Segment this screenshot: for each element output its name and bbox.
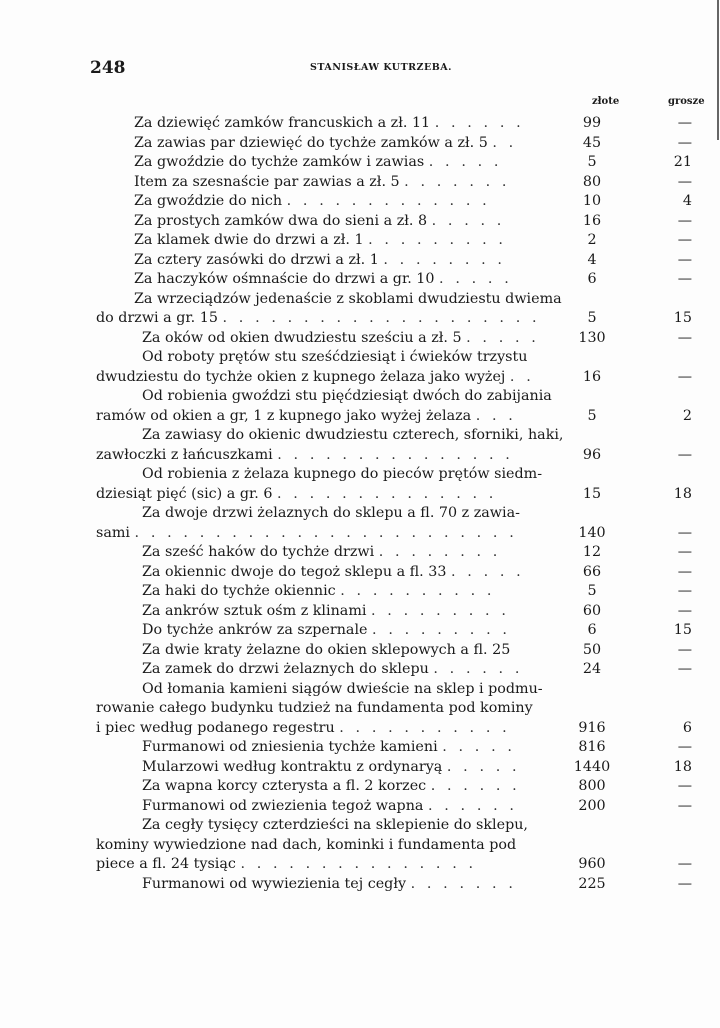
entry-description: Za prostych zamków dwa do sieni a zł. 8 [134, 212, 428, 229]
entry-description: Item za szesnaście par zawias a zł. 5 [134, 173, 400, 190]
amount-zlote: 800 [578, 778, 606, 794]
entry-text [142, 758, 520, 778]
amount-grosze: — [677, 856, 692, 872]
entry-description: Za zawiasy do okienic dwudziestu czterech, sforniki, haki, [142, 427, 564, 443]
entry-description: dziesiąt pięć (sic) a gr. 6 [96, 485, 273, 502]
ledger-line [96, 699, 706, 719]
leader-dots: . . . . . [439, 271, 513, 287]
entry-description: Za haczyków ośmnaście do drzwi a gr. 10 [134, 271, 435, 287]
amount-grosze: 4 [682, 193, 692, 209]
leader-dots: . . . . . [431, 212, 505, 229]
entry-text [142, 602, 509, 622]
ledger-line [96, 387, 706, 407]
entry-text [134, 192, 490, 212]
leader-dots: . . . . . . . . . . [340, 583, 495, 599]
entry-text [134, 153, 502, 173]
ledger-line [96, 758, 706, 778]
entry-description: Za ankrów sztuk ośm z klinami [142, 602, 367, 619]
leader-dots: . . . . . [466, 329, 540, 346]
ledger-line [96, 641, 706, 661]
amount-grosze: 21 [673, 154, 692, 170]
leader-dots: . . . . . . . . [383, 251, 506, 268]
entry-text [134, 134, 517, 154]
amount-grosze: 6 [682, 719, 692, 736]
entry-text [96, 855, 477, 875]
amount-zlote: 200 [578, 797, 606, 814]
entry-text [142, 329, 539, 349]
ledger-line [96, 855, 706, 875]
amount-grosze: 18 [673, 485, 692, 502]
amount-zlote: 99 [582, 115, 602, 131]
leader-dots: . . . [475, 407, 517, 424]
entry-description: Za haki do tychże okiennic [142, 583, 336, 599]
amount-zlote: 12 [582, 544, 602, 560]
leader-dots: . . . . . . [433, 661, 523, 677]
leader-dots: . . . . . [428, 154, 503, 170]
leader-dots: . . . . . . . [404, 173, 511, 190]
ledger-line [96, 543, 706, 563]
amount-grosze: 15 [673, 622, 692, 638]
entry-text [134, 290, 562, 310]
leader-dots: . . . . . . [427, 797, 518, 814]
ledger-line [96, 173, 706, 193]
ledger-line [96, 465, 706, 485]
amount-grosze: — [677, 368, 692, 385]
entry-text [134, 173, 510, 193]
ledger-line [96, 446, 706, 466]
entry-text [142, 387, 552, 407]
entry-text [142, 738, 516, 758]
ledger-line [96, 329, 706, 349]
entry-description: Za wrzeciądzów jedenaście z skoblami dwudziestu dwiema [134, 290, 562, 307]
ledger-line [96, 777, 706, 797]
leader-dots: . . . . . . . . . . . . . . . [277, 446, 514, 463]
entry-description: Za cztery zasówki do drzwi a zł. 1 [134, 251, 379, 268]
entry-text [142, 504, 520, 524]
amount-grosze: — [677, 212, 692, 229]
ledger-line [96, 309, 706, 329]
amount-grosze: 15 [673, 310, 692, 326]
scan-edge-line [717, 0, 719, 140]
amount-zlote: 4 [587, 251, 597, 268]
amount-zlote: 5 [587, 310, 597, 326]
entry-text [142, 582, 495, 602]
column-header-zlote: złote [592, 96, 620, 107]
amount-zlote: 5 [587, 407, 597, 424]
entry-description: do drzwi a gr. 15 [96, 310, 218, 326]
leader-dots: . . . . . . . [410, 875, 517, 892]
amount-zlote: 15 [582, 485, 602, 502]
leader-dots: . . . . . . . . . . . . . . . [240, 856, 477, 872]
amount-zlote: 24 [582, 661, 602, 677]
amount-grosze: — [677, 446, 692, 463]
amount-zlote: 225 [578, 875, 606, 892]
amount-zlote: 80 [582, 173, 602, 190]
ledger-line [96, 836, 706, 856]
entry-text [96, 719, 510, 739]
entry-description: sami [96, 524, 130, 541]
amount-zlote: 66 [582, 563, 602, 580]
ledger-entries [96, 114, 706, 894]
ledger-line [96, 582, 706, 602]
leader-dots: . . . . . . . . . . . . . . . . . . . . [222, 310, 541, 326]
ledger-line [96, 153, 706, 173]
amount-grosze: — [677, 778, 692, 794]
ledger-line [96, 621, 706, 641]
ledger-line [96, 602, 706, 622]
entry-description: zawłoczki z łańcuszkami [96, 446, 273, 463]
entry-description: piece a fl. 24 tysiąc [96, 856, 236, 872]
entry-text [142, 777, 520, 797]
ledger-line [96, 797, 706, 817]
amount-zlote: 50 [582, 641, 602, 658]
ledger-line [96, 660, 706, 680]
amount-grosze: — [677, 661, 692, 677]
entry-text [142, 426, 563, 446]
entry-description: dwudziestu do tychże okien z kupnego żelaza jako wyżej [96, 368, 506, 385]
amount-zlote: 816 [578, 739, 606, 755]
amount-grosze: — [677, 739, 692, 755]
running-head: STANISŁAW KUTRZEBA. [310, 62, 452, 73]
entry-description: Za zawias par dziewięć do tychże zamków a zł. 5 [134, 134, 488, 151]
leader-dots: . . . . . . . . . . . . . . [277, 485, 497, 502]
entry-text [142, 543, 501, 563]
ledger-line [96, 563, 706, 583]
ledger-line [96, 212, 706, 232]
ledger-line [96, 426, 706, 446]
amount-grosze: — [677, 329, 692, 346]
amount-zlote: 10 [582, 193, 602, 209]
entry-description: Od robienia gwoździ stu pięćdziesiąt dwóch do zabijania [142, 388, 552, 404]
amount-zlote: 2 [587, 232, 597, 248]
ledger-line [96, 485, 706, 505]
entry-text [142, 875, 516, 895]
entry-text [142, 348, 527, 368]
entry-description: Za gwoździe do tychże zamków i zawias [134, 154, 425, 170]
leader-dots: . . . . . [451, 563, 525, 580]
column-header-grosze: grosze [668, 96, 705, 107]
entry-text [142, 465, 542, 485]
amount-grosze: — [677, 602, 692, 619]
entry-description: kominy wywiedzione nad dach, kominki i fundamenta pod [96, 836, 517, 853]
entry-text [96, 699, 533, 719]
entry-description: Od roboty prętów stu sześćdziesiąt i ćwieków trzystu [142, 349, 528, 365]
entry-description: Za gwoździe do nich [134, 193, 283, 209]
entry-description: i piec według podanego regestru [96, 719, 335, 736]
entry-text [96, 836, 516, 856]
entry-description: Furmanowi od wywiezienia tej cegły [142, 875, 407, 892]
ledger-line [96, 231, 706, 251]
amount-zlote: 45 [582, 134, 602, 151]
amount-zlote: 6 [587, 271, 597, 287]
ledger-line [96, 875, 706, 895]
ledger-line [96, 738, 706, 758]
amount-grosze: — [677, 641, 692, 658]
leader-dots: . . . . . . [430, 778, 521, 794]
entry-description: Za wapna korcy czterysta a fl. 2 korzec [142, 778, 427, 794]
entry-text [96, 309, 540, 329]
amount-grosze: — [677, 875, 692, 892]
entry-description: Za okiennic dwoje do tegoż sklepu a fl. 33 [142, 563, 447, 580]
ledger-line [96, 719, 706, 739]
entry-text [96, 485, 497, 505]
leader-dots: . . . . . . . . . [372, 622, 511, 638]
leader-dots: . . . . . . . . . . . [339, 719, 511, 736]
entry-description: rowanie całego budynku tudzież na fundamenta pod kominy [96, 700, 533, 716]
amount-zlote: 96 [582, 446, 602, 463]
entry-description: Za dwie kraty żelazne do okien sklepowych a fl. 25 [142, 641, 511, 658]
amount-zlote: 60 [582, 602, 602, 619]
ledger-line [96, 504, 706, 524]
entry-description: Do tychże ankrów za szpernale [142, 622, 368, 638]
entry-text [96, 524, 517, 544]
amount-grosze: — [677, 563, 692, 580]
ledger-line [96, 680, 706, 700]
leader-dots: . . . . . . . . . . . . . [286, 193, 491, 209]
ledger-line [96, 192, 706, 212]
ledger-line [96, 524, 706, 544]
amount-grosze: 18 [673, 758, 692, 775]
amount-grosze: — [677, 134, 692, 151]
entry-text [142, 641, 510, 661]
amount-zlote: 960 [578, 856, 606, 872]
amount-zlote: 130 [578, 329, 606, 346]
amount-zlote: 16 [582, 368, 602, 385]
entry-description: ramów od okien a gr, 1 z kupnego jako wyżej żelaza [96, 407, 472, 424]
leader-dots: . . . . . . . . [378, 544, 501, 560]
entry-description: Za sześć haków do tychże drzwi [142, 544, 375, 560]
entry-text [134, 251, 506, 271]
ledger-line [96, 816, 706, 836]
leader-dots: . . . . . . . . . . . . . . . . . . . . . . . . [134, 524, 518, 541]
amount-grosze: — [677, 232, 692, 248]
entry-text [142, 660, 523, 680]
amount-grosze: — [677, 115, 692, 131]
amount-zlote: 1440 [573, 758, 611, 775]
ledger-line [96, 348, 706, 368]
entry-description: Od robienia z żelaza kupnego do pieców prętów siedm- [142, 466, 543, 482]
entry-text [142, 563, 524, 583]
entry-description: Mularzowi według kontraktu z ordynaryą [142, 758, 443, 775]
amount-grosze: — [677, 173, 692, 190]
entry-text [96, 407, 516, 427]
leader-dots: . . [509, 368, 535, 385]
entry-text [134, 270, 512, 290]
amount-grosze: — [677, 251, 692, 268]
entry-description: Za zamek do drzwi żelaznych do sklepu [142, 661, 429, 677]
amount-zlote: 16 [582, 212, 602, 229]
entry-text [96, 446, 513, 466]
ledger-line [96, 270, 706, 290]
entry-text [142, 797, 518, 817]
leader-dots: . . . . . . [434, 115, 525, 131]
amount-grosze: — [677, 524, 692, 541]
amount-grosze: — [677, 583, 692, 599]
entry-description: Za cegły tysięcy czterdzieści na sklepienie do sklepu, [142, 817, 528, 833]
ledger-line [96, 290, 706, 310]
entry-text [142, 816, 528, 836]
leader-dots: . . [492, 134, 517, 151]
leader-dots: . . . . . [442, 739, 516, 755]
leader-dots: . . . . . [446, 758, 521, 775]
entry-description: Za klamek dwie do drzwi a zł. 1 [134, 232, 364, 248]
amount-zlote: 6 [587, 622, 597, 638]
entry-text [96, 368, 534, 388]
amount-grosze: — [677, 271, 692, 287]
entry-text [134, 114, 524, 134]
amount-zlote: 916 [578, 719, 606, 736]
leader-dots: . . . . . . . . . [368, 232, 507, 248]
leader-dots: . . . . . . . . . [371, 602, 510, 619]
entry-description: Furmanowi od zwiezienia tegoż wapna [142, 797, 424, 814]
amount-grosze: 2 [682, 407, 692, 424]
amount-zlote: 140 [578, 524, 606, 541]
ledger-line [96, 368, 706, 388]
entry-text [134, 212, 505, 232]
entry-description: Za dziewięć zamków francuskich a zł. 11 [134, 115, 431, 131]
entry-text [134, 231, 507, 251]
amount-zlote: 5 [587, 583, 597, 599]
entry-description: Furmanowi od zniesienia tychże kamieni [142, 739, 438, 755]
amount-grosze: — [677, 544, 692, 560]
entry-text [142, 680, 543, 700]
amount-grosze: — [677, 797, 692, 814]
entry-text [142, 621, 511, 641]
ledger-line [96, 114, 706, 134]
ledger-line [96, 251, 706, 271]
amount-zlote: 5 [587, 154, 597, 170]
page-number: 248 [90, 58, 126, 78]
ledger-line [96, 134, 706, 154]
ledger-line [96, 407, 706, 427]
entry-description: Za dwoje drzwi żelaznych do sklepu a fl. 70 z zawia- [142, 505, 520, 521]
entry-description: Za oków od okien dwudziestu sześciu a zł. 5 [142, 329, 462, 346]
entry-description: Od łomania kamieni siągów dwieście na sklep i podmu- [142, 680, 543, 697]
